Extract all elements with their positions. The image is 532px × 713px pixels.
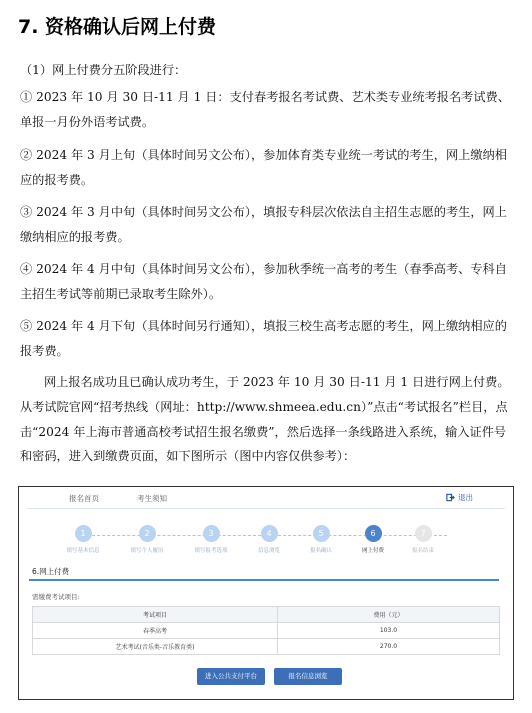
column-header: 费用（元） xyxy=(278,607,500,623)
item-marker: ⑤ xyxy=(20,319,33,333)
table-cell: 270.0 xyxy=(278,639,500,655)
step-4 xyxy=(239,525,299,554)
logout-icon xyxy=(446,493,455,502)
item-marker: ④ xyxy=(20,262,33,276)
table-cell: 艺术考试(音乐类-音乐教育类) xyxy=(33,639,278,655)
body-paragraph: 网上报名成功且已确认成功考生，于 2023 年 10 月 30 日-11 月 1 日进行网上付费。从考试院官网“招考热线（网址：http://www.shmeea.edu.cn）”点击“考试报名”栏目，点击“2024 年上海市普通高校考试招生报名缴费”，然后选择一条线路进入系统，输入证件号和密码，进入到缴费页面，如下图所示（图中内容仅供参考）： xyxy=(20,375,510,464)
exit-button[interactable] xyxy=(446,492,473,503)
item-marker: ① xyxy=(20,90,33,104)
step-1 xyxy=(53,525,113,554)
intro-text: （1）网上付费分五阶段进行： xyxy=(20,63,187,77)
section-heading: 7. 资格确认后网上付费 xyxy=(18,16,217,38)
table-cell: 103.0 xyxy=(278,623,500,639)
step-label: 报名确认 xyxy=(309,548,332,554)
payment-page-screenshot xyxy=(18,486,514,700)
item-marker: ③ xyxy=(20,205,33,219)
table-row xyxy=(33,639,500,655)
step-3 xyxy=(181,525,241,554)
view-registration-button[interactable]: 报名信息浏览 xyxy=(274,668,342,685)
public-payment-button[interactable]: 进入公共支付平台 xyxy=(197,668,265,685)
item-5 xyxy=(20,314,518,364)
column-header: 考试项目 xyxy=(33,607,278,623)
step-number: 3 xyxy=(203,525,220,542)
item-4 xyxy=(20,257,518,307)
progress-steps xyxy=(47,525,477,555)
step-label: 填写报考选项 xyxy=(194,548,228,554)
table-row xyxy=(33,623,500,639)
item-text: 2023 年 10 月 30 日-11 月 1 日：支付春考报名考试费、艺术类专业统考报名考试费、单报一月份外语考试费。 xyxy=(20,90,510,129)
nav-notice-link[interactable]: 考生须知 xyxy=(137,494,167,503)
step-5 xyxy=(291,525,351,554)
step-label: 填写基本信息 xyxy=(66,548,100,554)
item-text: 2024 年 4 月下旬（具体时间另行通知），填报三校生高考志愿的考生，网上缴纳相应的报考费。 xyxy=(20,319,507,358)
topbar-divider xyxy=(27,508,505,509)
step-2 xyxy=(117,525,177,554)
table-header-row xyxy=(33,607,500,623)
step-number: 1 xyxy=(75,525,92,542)
section-divider xyxy=(29,579,499,581)
nav-home-link[interactable]: 报名首页 xyxy=(69,494,99,503)
item-2 xyxy=(20,143,518,193)
step-label: 网上付费 xyxy=(361,548,384,554)
item-1 xyxy=(20,85,518,135)
item-3 xyxy=(20,200,518,250)
step-label: 信息浏览 xyxy=(257,548,280,554)
step-number: 4 xyxy=(261,525,278,542)
screenshot-topbar xyxy=(19,487,513,507)
step-label: 报名结束 xyxy=(411,548,434,554)
table-cell: 春季高考 xyxy=(33,623,278,639)
item-text: 2024 年 4 月中旬（具体时间另文公布），参加秋季统一高考的考生（春季高考、专科自主招生考试等前期已录取考生除外）。 xyxy=(20,262,507,301)
step-number: 7 xyxy=(415,525,432,542)
subsection-title: 需缴费考试项目: xyxy=(32,593,80,601)
step-label: 填写个人履历 xyxy=(130,548,164,554)
section-title: 6.网上付费 xyxy=(32,567,70,576)
step-7 xyxy=(393,525,453,554)
exit-label: 退出 xyxy=(458,493,473,502)
step-number: 6 xyxy=(365,525,382,542)
item-text: 2024 年 3 月中旬（具体时间另文公布），填报专科层次依法自主招生志愿的考生，网上缴纳相应的报考费。 xyxy=(20,205,507,244)
step-number: 2 xyxy=(139,525,156,542)
step-number: 5 xyxy=(313,525,330,542)
item-marker: ② xyxy=(20,148,33,162)
fee-table xyxy=(32,606,500,655)
item-text: 2024 年 3 月上旬（具体时间另文公布），参加体育类专业统一考试的考生，网上缴纳相应的报考费。 xyxy=(20,148,507,187)
